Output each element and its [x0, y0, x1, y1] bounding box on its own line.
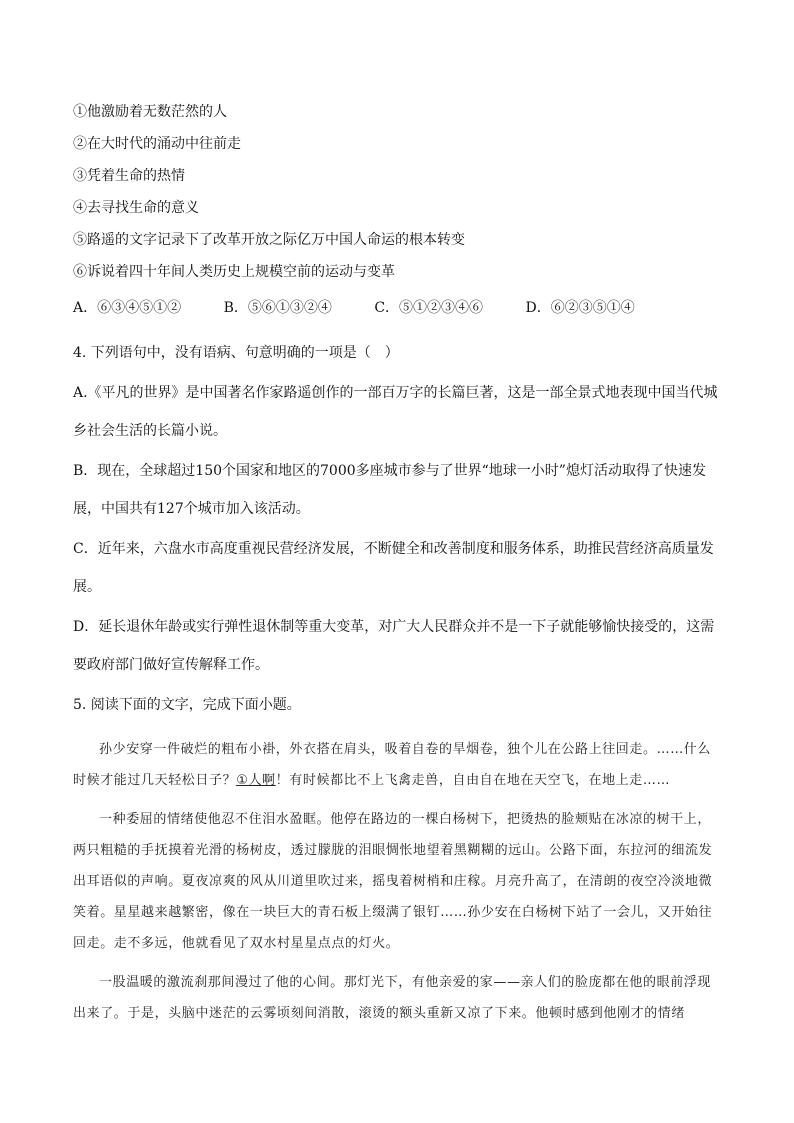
passage-text: 孙少安穿一件破烂的粗布小褂，外衣搭在肩头，吸着自卷的旱烟卷，独个儿在公路上往回走。……什么时候才能过几天轻松日子？: [73, 742, 712, 788]
question-4-option-b: B．现在，全球超过150个国家和地区的7000多座城市参与了世界“地球一小时”熄灯活动取得了快速发展，中国共有127个城市加入该活动。: [73, 463, 706, 517]
marked-phrase: ①人啊: [236, 773, 276, 788]
option-c: C．⑤①②③④⑥: [374, 300, 484, 316]
question-4-option-c: C．近年来，六盘水市高度重视民营经济发展，不断健全和改善制度和服务体系，助推民营经济高质量发展。: [73, 541, 714, 595]
question-4-option-d: D．延长退休年龄或实行弹性退休制等重大变革，对广大人民群众并不是一下子就能够愉快接受的，这需要政府部门做好宣传解释工作。: [73, 619, 715, 673]
passage-paragraph-3: 一股温暖的激流刹那间漫过了他的心间。那灯光下，有他亲爱的家——亲人们的脸庞都在他的眼前浮现出来了。于是，头脑中迷茫的云雾顷刻间消散，滚烫的额头重新又凉了下来。他顿时感到他刚才的情绪: [73, 975, 712, 1021]
question-3-options: [73, 292, 723, 324]
statement-item-6: ⑥诉说着四十年间人类历史上规模空前的运动与变革: [73, 264, 395, 280]
question-4-option-a: A.《平凡的世界》是中国著名作家路遥创作的一部百万字的长篇巨著，这是一部全景式地表现中国当代城乡社会生活的长篇小说。: [73, 385, 718, 439]
reading-passage: [73, 734, 723, 1029]
option-a: A．⑥③④⑤①②: [73, 300, 182, 316]
option-b: B．⑤⑥①③②④: [223, 300, 332, 316]
document-page: [73, 96, 723, 1029]
passage-paragraph-2: 一种委屈的情绪使他忍不住泪水盈眶。他停在路边的一棵白杨树下，把烫热的脸颊贴在冰凉的树干上，两只粗糙的手抚摸着光滑的杨树皮，透过朦胧的泪眼惆怅地望着黑糊糊的远山。公路下面，东拉河的细流发出耳语似的声响。夏夜凉爽的风从川道里吹过来，摇曳着树梢和庄稼。月亮升高了，在清朗的夜空冷淡地微笑着。星星越来越繁密，像在一块巨大的青石板上缀满了银钉……孙少安在白杨树下站了一会儿，又开始往回走。走不多远，他就看见了双水村星星点点的灯火。: [73, 812, 713, 951]
statement-list: [73, 96, 723, 288]
passage-text: ！有时候都比不上飞禽走兽，自由自在地在天空飞，在地上走……: [275, 773, 671, 788]
statement-item-1: ①他激励着无数茫然的人: [73, 104, 227, 120]
statement-item-4: ④去寻找生命的意义: [73, 200, 199, 216]
option-d: D．⑥②③⑤①④: [525, 300, 635, 316]
question-4-stem: 4. 下列语句中，没有语病、句意明确的一项是（ ）: [73, 345, 399, 361]
question-5-stem: 5. 阅读下面的文字，完成下面小题。: [73, 697, 301, 713]
question-4: [73, 334, 723, 724]
statement-item-2: ②在大时代的涌动中往前走: [73, 136, 241, 152]
passage-paragraph-1: [73, 734, 723, 796]
statement-item-5: ⑤路遥的文字记录下了改革开放之际亿万中国人命运的根本转变: [73, 232, 465, 248]
statement-item-3: ③凭着生命的热情: [73, 168, 185, 184]
